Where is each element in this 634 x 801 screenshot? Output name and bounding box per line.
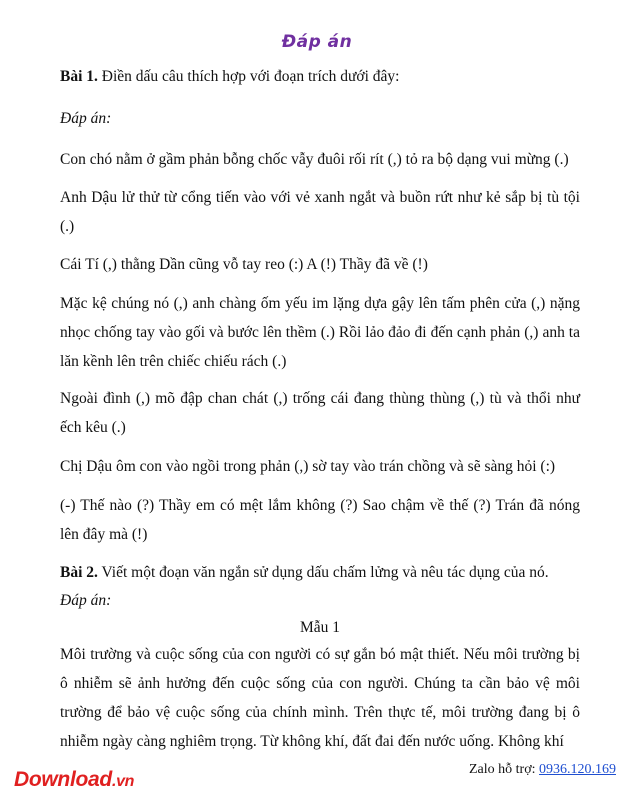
exercise-1-answer-label: Đáp án: [60,110,112,127]
exercise-1-paragraph: Anh Dậu lử thử từ cổng tiến vào với vẻ xanh ngắt và buồn rứt như kẻ sắp bị tù tội (.) [60,189,580,235]
zalo-label: Zalo hỗ trợ: [469,762,539,777]
sample-paragraph: Môi trường và cuộc sống của con người có sự gắn bó mật thiết. Nếu môi trường bị ô nhiễm sẽ ảnh hưởng đến cuộc sống của con người. Chúng ta cần bảo vệ môi trường để bảo vệ cuộc sống của chính mình. Trên thực tế, môi trường đang bị ô nhiễm ngày càng nghiêm trọng. Từ không khí, đất đai đến nước uống. Không khí [60,646,580,750]
logo-suffix-text: .vn [111,773,135,790]
sample-title: Mẫu 1 [299,619,341,636]
exercise-1-prompt: Điền dấu câu thích hợp với đoạn trích dưới đây: [97,68,400,85]
download-logo[interactable] [14,768,134,792]
exercise-1-paragraph: Ngoài đình (,) mõ đập chan chát (,) trống cái đang thùng thùng (,) tù và thổi như ếch kêu (.) [60,390,580,436]
zalo-support [469,762,616,778]
exercise-1-paragraph: Con chó nằm ở gầm phản bỗng chốc vẫy đuôi rối rít (,) tỏ ra bộ dạng vui mừng (.) [60,151,569,168]
logo-main-text: Download [14,768,112,791]
exercise-1-paragraph: Chị Dậu ôm con vào ngồi trong phản (,) sờ tay vào trán chồng và sẽ sàng hỏi (:) [60,458,556,475]
exercise-2-prompt: Viết một đoạn văn ngắn sử dụng dấu chấm lửng và nêu tác dụng của nó. [97,564,549,581]
page-title: Đáp án [281,32,353,52]
exercise-1-heading [60,62,580,91]
exercise-1-paragraph: (-) Thế nào (?) Thầy em có mệt lắm không (?) Sao chậm về thế (?) Trán đã nóng lên đây mà (!) [60,497,580,543]
exercise-1-label: Bài 1. [60,68,98,85]
exercise-2-label: Bài 2. [60,564,98,581]
exercise-2-heading [60,558,580,587]
exercise-1-paragraph: Cái Tí (,) thằng Dần cũng vỗ tay reo (:) A (!) Thầy đã về (!) [60,256,428,273]
zalo-phone-link[interactable]: 0936.120.169 [539,762,616,777]
exercise-1-paragraph: Mặc kệ chúng nó (,) anh chàng ốm yếu im lặng dựa gậy lên tấm phên cửa (,) nặng nhọc chống tay vào gối và bước lên thềm (.) Rồi lảo đảo đi đến cạnh phản (,) anh ta lăn kềnh lên trên chiếc chiếu rách (.) [60,295,580,370]
exercise-2-answer-label: Đáp án: [60,592,112,609]
